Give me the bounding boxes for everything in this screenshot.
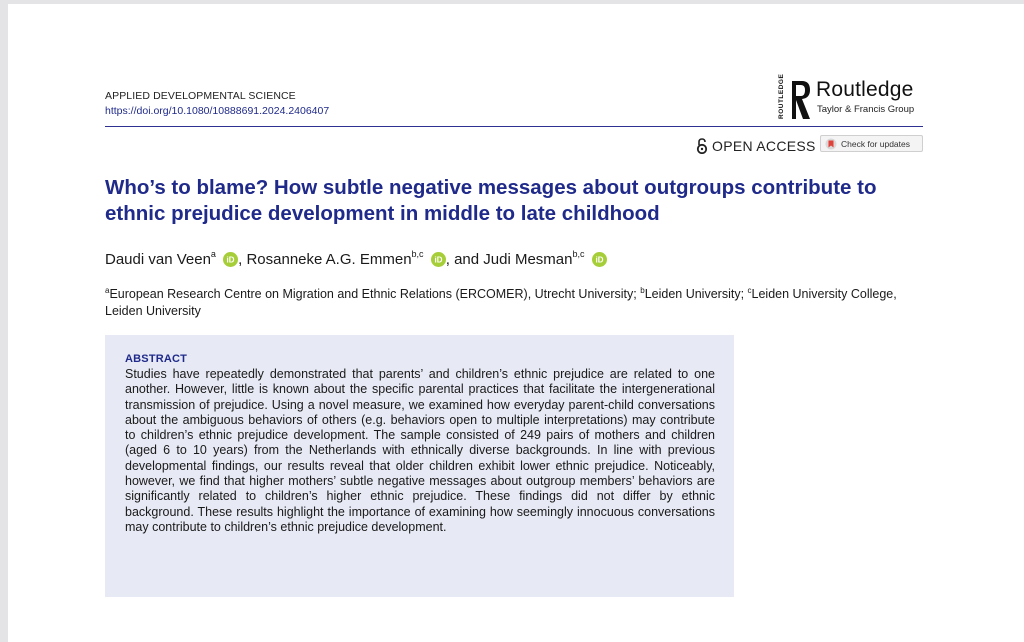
- routledge-logo-icon: [788, 79, 814, 121]
- author-affiliation-sup: b,c: [572, 249, 585, 259]
- abstract-text: Studies have repeatedly demonstrated that parents’ and children’s ethnic prejudice are related to one another. However, little is known about the specific parental practices that facilitate the intergenerational transmission of prejudice. Using a novel measure, we examined how everyday parent-child conversations about the ambiguous behaviors of others (e.g. behaviors open to multiple interpretations) may contribute to children’s ethnic prejudice development. The sample consisted of 249 pairs of mothers and children (aged 6 to 10 years) from the Netherlands with ethnically diverse backgrounds. In line with previous developmental findings, our results reveal that older children exhibit lower ethnic prejudice. Noticeably, however, we find that higher mothers’ subtle negative messages about outgroup members’ behaviors are significantly related to children’s higher ethnic prejudice. These findings did not differ by ethnic background. These results highlight the importance of examining how seemingly innocuous conversations may contribute to children’s ethnic prejudice development.: [125, 367, 715, 534]
- affiliations: [105, 282, 905, 320]
- article-page: [8, 4, 1024, 642]
- affiliation-b: Leiden University;: [644, 287, 748, 302]
- svg-text:iD: iD: [595, 255, 604, 265]
- author-name[interactable]: Rosanneke A.G. Emmen: [246, 251, 412, 268]
- author-affiliation-sup: a: [210, 249, 216, 259]
- svg-text:iD: iD: [226, 255, 235, 265]
- author-list: [105, 250, 607, 268]
- affiliation-sup: c: [747, 286, 752, 295]
- author-affiliation-sup: b,c: [411, 249, 424, 259]
- svg-text:iD: iD: [434, 255, 443, 265]
- article-title: Who’s to blame? How subtle negative messages about outgroups contribute to ethnic prejudice development in middle to late childhood: [105, 176, 877, 225]
- abstract-box: [105, 335, 734, 597]
- check-updates-label: Check for updates: [841, 138, 910, 149]
- publisher-group: Taylor & Francis Group: [817, 104, 915, 115]
- abstract-heading: ABSTRACT: [125, 353, 188, 365]
- publisher-vertical-text: ROUTLEDGE: [778, 73, 785, 119]
- open-access-lock-icon: [696, 138, 708, 154]
- orcid-icon[interactable]: [431, 252, 446, 267]
- check-updates-icon: [825, 138, 837, 150]
- orcid-icon[interactable]: [223, 252, 238, 267]
- author-name[interactable]: Daudi van Veen: [105, 251, 211, 268]
- author-name[interactable]: Judi Mesman: [483, 251, 573, 268]
- doi-link[interactable]: https://doi.org/10.1080/10888691.2024.2406407: [105, 105, 330, 117]
- orcid-icon[interactable]: [592, 252, 607, 267]
- affiliation-sup: a: [105, 286, 110, 295]
- publisher-brand: Routledge: [816, 78, 914, 101]
- open-access-badge: [696, 138, 816, 154]
- open-access-label: OPEN ACCESS: [712, 138, 816, 154]
- affiliation-sup: b: [640, 286, 645, 295]
- author-separator: , and: [445, 251, 484, 268]
- author-separator: ,: [238, 251, 247, 268]
- check-updates-button[interactable]: [820, 135, 923, 152]
- affiliation-c: Leiden University College, Leiden University: [105, 287, 897, 319]
- affiliation-a: European Research Centre on Migration and Ethnic Relations (ERCOMER), Utrecht University;: [109, 287, 641, 302]
- header-rule: [105, 126, 923, 127]
- publisher-logo: [778, 73, 928, 124]
- journal-name: APPLIED DEVELOPMENTAL SCIENCE: [105, 90, 296, 102]
